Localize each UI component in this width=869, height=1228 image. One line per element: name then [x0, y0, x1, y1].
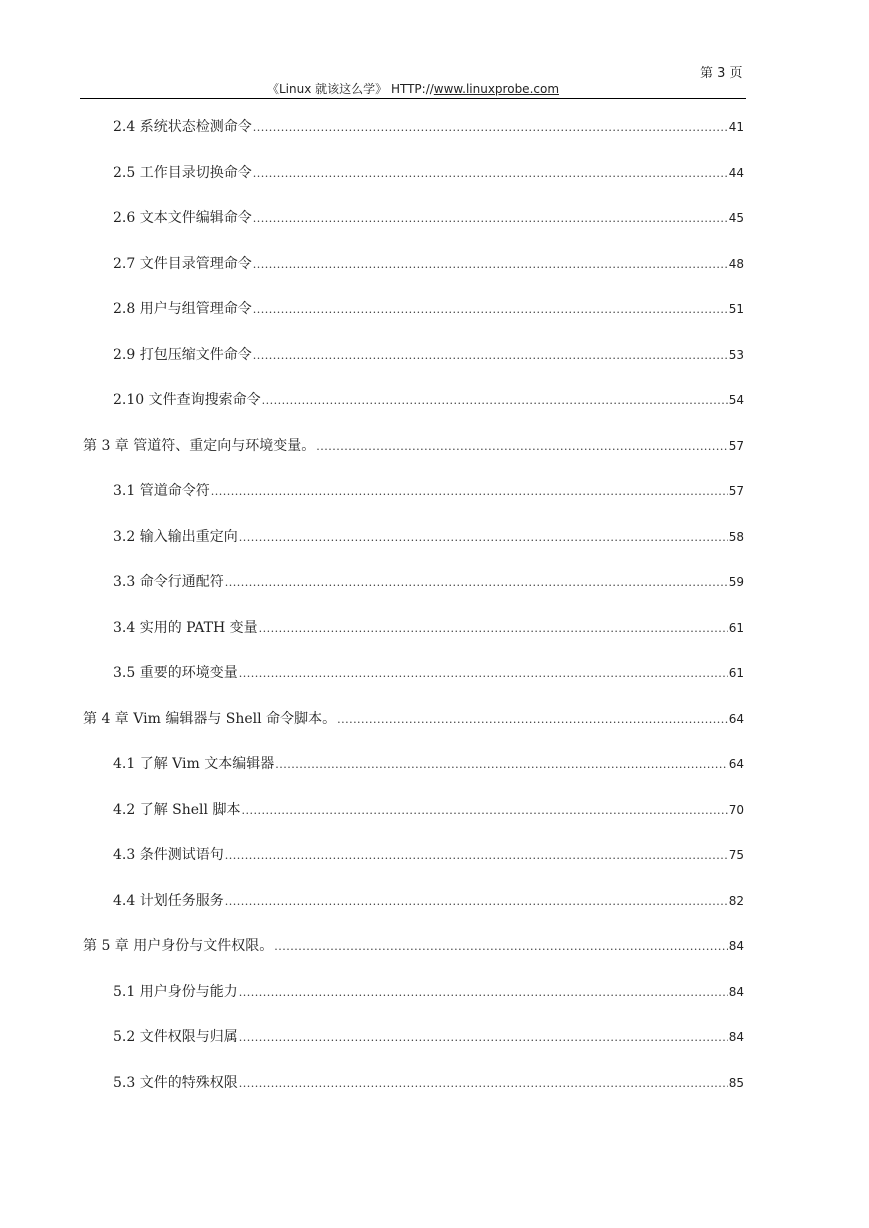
book-title: 《Linux 就该这么学》 HTTP:// [266, 82, 434, 96]
page-number: 第 3 页 [700, 66, 743, 81]
toc-entry-title: 5.1 用户身份与能力 [113, 983, 238, 1000]
toc-entry-title: 3.5 重要的环境变量 [113, 665, 238, 681]
toc-entry-title: 第 3 章 管道符、重定向与环境变量。 [83, 437, 316, 454]
toc-entry-page: 82 [728, 893, 744, 908]
toc-dot-leader [316, 433, 727, 461]
toc-entry-page: 84 [728, 939, 744, 953]
toc-dot-leader [239, 979, 728, 1007]
toc-chapter-entry[interactable] [83, 932, 744, 960]
toc-entry-title: 2.8 用户与组管理命令 [113, 301, 252, 317]
toc-entry-title: 3.1 管道命令符 [113, 483, 210, 499]
toc-entry-title: 3.3 命令行通配符 [113, 574, 224, 590]
toc-entry-title: 3.2 输入输出重定向 [113, 528, 238, 545]
toc-dot-leader [275, 751, 727, 779]
toc-entry-page: 61 [728, 620, 744, 635]
toc-entry-page: 57 [728, 438, 744, 453]
toc-dot-leader [259, 615, 728, 643]
toc-section-entry[interactable] [113, 750, 744, 778]
toc-entry-title: 2.6 文本文件编辑命令 [113, 210, 252, 226]
toc-section-entry[interactable] [113, 204, 744, 232]
toc-dot-leader [253, 114, 728, 142]
toc-section-entry[interactable] [113, 341, 744, 369]
toc-dot-leader [239, 660, 728, 688]
toc-dot-leader [253, 160, 728, 188]
toc-entry-page: 48 [728, 256, 744, 271]
toc-section-entry[interactable] [113, 386, 744, 414]
toc-entry-page: 61 [728, 666, 744, 680]
toc-section-entry[interactable] [113, 1023, 744, 1051]
toc-dot-leader [253, 205, 728, 233]
toc-entry-title: 5.3 文件的特殊权限 [113, 1074, 238, 1091]
toc-dot-leader [253, 342, 728, 370]
toc-section-entry[interactable] [113, 113, 744, 141]
toc-chapter-entry[interactable] [83, 432, 744, 460]
toc-section-entry[interactable] [113, 659, 744, 687]
toc-entry-page: 64 [728, 757, 744, 771]
toc-entry-title: 2.4 系统状态检测命令 [113, 119, 252, 135]
toc-entry-page: 64 [728, 711, 744, 726]
toc-dot-leader [274, 933, 727, 961]
toc-dot-leader [239, 524, 728, 552]
toc-section-entry[interactable] [113, 796, 744, 824]
toc-entry-page: 45 [728, 211, 744, 225]
toc-entry-title: 第 5 章 用户身份与文件权限。 [83, 938, 274, 954]
toc-entry-page: 75 [728, 848, 744, 862]
toc-entry-title: 5.2 文件权限与归属 [113, 1029, 238, 1045]
toc-entry-title: 4.3 条件测试语句 [113, 847, 224, 863]
toc-entry-page: 44 [728, 165, 744, 180]
toc-entry-title: 4.4 计划任务服务 [113, 892, 224, 909]
toc-section-entry[interactable] [113, 250, 744, 278]
header-title [80, 80, 746, 97]
toc-entry-title: 3.4 实用的 PATH 变量 [113, 619, 258, 636]
toc-entry-title: 2.7 文件目录管理命令 [113, 255, 252, 272]
toc-dot-leader [253, 251, 728, 279]
toc-entry-page: 84 [728, 984, 744, 999]
toc-entry-title: 4.1 了解 Vim 文本编辑器 [113, 756, 275, 772]
toc-entry-page: 84 [728, 1030, 744, 1044]
toc-entry-page: 57 [728, 484, 744, 498]
toc-section-entry[interactable] [113, 568, 744, 596]
toc-entry-page: 59 [728, 575, 744, 589]
toc-entry-page: 70 [728, 802, 744, 817]
toc-dot-leader [253, 296, 728, 324]
toc-section-entry[interactable] [113, 477, 744, 505]
site-link[interactable]: www.linuxprobe.com [433, 82, 560, 96]
toc-dot-leader [211, 478, 728, 506]
header-rule [80, 98, 746, 99]
toc-dot-leader [337, 706, 728, 734]
toc-section-entry[interactable] [113, 841, 744, 869]
toc-section-entry[interactable] [113, 523, 744, 551]
toc-entry-page: 41 [728, 120, 744, 134]
toc-dot-leader [239, 1024, 728, 1052]
toc-section-entry[interactable] [113, 1069, 744, 1097]
toc-dot-leader [239, 1070, 728, 1098]
toc-entry-page: 85 [728, 1075, 744, 1090]
toc-dot-leader [225, 842, 728, 870]
toc-entry-page: 58 [728, 529, 744, 544]
toc-entry-title: 2.9 打包压缩文件命令 [113, 346, 252, 363]
toc-entry-title: 第 4 章 Vim 编辑器与 Shell 命令脚本。 [83, 710, 337, 727]
toc-section-entry[interactable] [113, 614, 744, 642]
toc-entry-title: 2.10 文件查询搜索命令 [113, 392, 261, 408]
toc-section-entry[interactable] [113, 978, 744, 1006]
toc-section-entry[interactable] [113, 887, 744, 915]
toc-dot-leader [225, 569, 728, 597]
toc-section-entry[interactable] [113, 159, 744, 187]
toc-dot-leader [262, 387, 728, 415]
toc-entry-title: 4.2 了解 Shell 脚本 [113, 801, 241, 818]
toc-dot-leader [241, 797, 727, 825]
toc-entry-page: 53 [728, 347, 744, 362]
toc-entry-page: 51 [728, 302, 744, 316]
toc-dot-leader [225, 888, 728, 916]
toc-entry-title: 2.5 工作目录切换命令 [113, 164, 252, 181]
toc-section-entry[interactable] [113, 295, 744, 323]
toc-entry-page: 54 [728, 393, 744, 407]
toc-chapter-entry[interactable] [83, 705, 744, 733]
